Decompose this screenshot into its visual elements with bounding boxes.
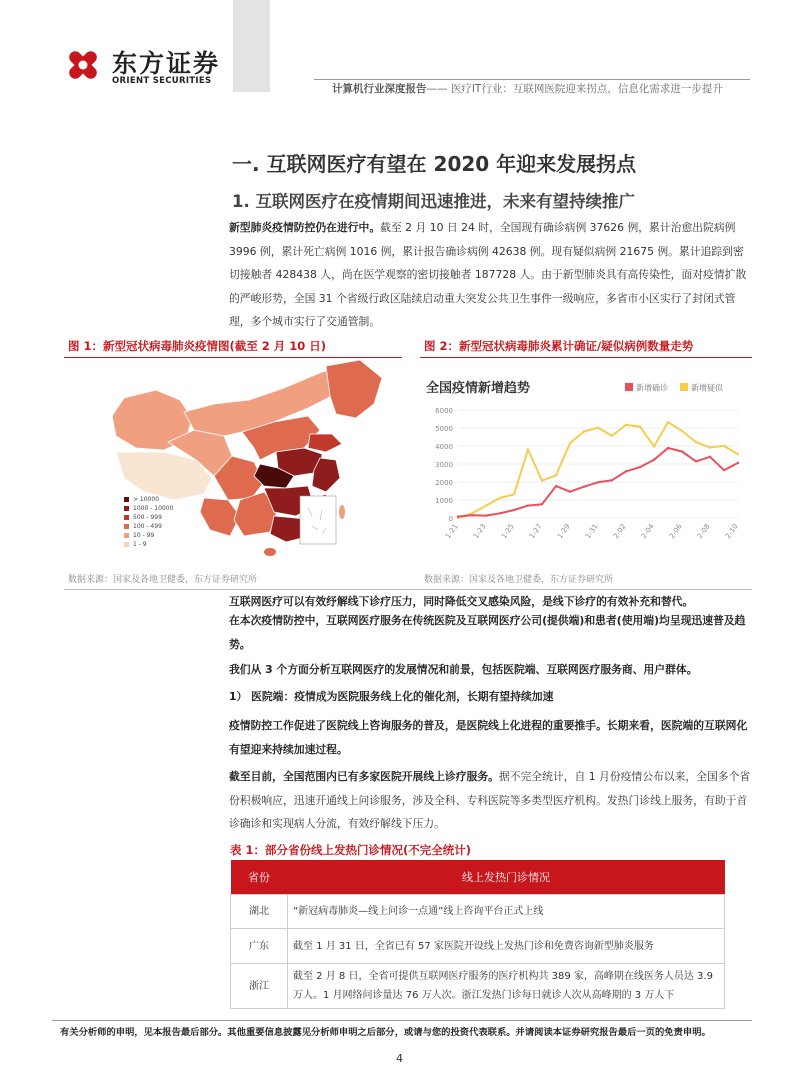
x-tick-label: 1-25 <box>499 522 516 541</box>
legend-swatch <box>124 524 129 529</box>
data-point <box>527 448 529 450</box>
table-cell-province: 湖北 <box>231 895 288 929</box>
data-point <box>457 515 459 517</box>
x-tick-label: 2-10 <box>723 522 740 541</box>
legend-label: 1 - 9 <box>133 541 147 548</box>
paragraph-1: 互联网医疗可以有效纾解线下诊疗压力，同时降低交叉感染风险，是线下诊疗的有效补充和替代。 <box>229 595 694 608</box>
china-epidemic-map <box>64 360 402 565</box>
legend-label: 新增确诊 <box>636 383 668 393</box>
y-tick-label: 5000 <box>435 425 453 433</box>
y-tick-label: 0 <box>448 515 453 523</box>
table-row <box>231 895 725 929</box>
paragraph-6 <box>229 765 751 836</box>
x-tick-label: 2-04 <box>639 522 656 541</box>
header-divider <box>314 79 750 80</box>
y-tick-label: 1000 <box>435 497 453 505</box>
data-point <box>653 445 655 447</box>
trend-chart <box>420 366 750 566</box>
data-point <box>639 466 641 468</box>
data-point <box>723 445 725 447</box>
table-header-detail: 线上发热门诊情况 <box>288 860 725 895</box>
data-point <box>499 512 501 514</box>
brand-name-cn: 东方证券 <box>112 49 221 78</box>
data-point <box>485 505 487 507</box>
data-point <box>695 441 697 443</box>
table-row <box>231 964 725 1009</box>
series-line <box>458 422 738 518</box>
data-point <box>569 442 571 444</box>
data-point <box>485 514 487 516</box>
data-point <box>513 493 515 495</box>
figure2-source: 数据来源：国家及各地卫健委，东方证券研究所 <box>424 575 614 585</box>
data-point <box>471 514 473 516</box>
table-row <box>231 929 725 964</box>
trend-chart-svg <box>420 366 750 566</box>
chart-title: 全国疫情新增趋势 <box>426 381 531 396</box>
legend-swatch <box>124 506 129 511</box>
figure1-source: 数据来源：国家及各地卫健委，东方证券研究所 <box>68 575 258 585</box>
intro-body: 截至 2 月 10 日 24 时，全国现有确诊病例 37626 例，累计治愈出院病例 3996 例，累计死亡病例 1016 例，累计报告确诊病例 42638 例。现有疑似病例 21675 例。累计追踪到密切接触者 428438 人，尚在医学观察的密切接触者 187728 人。由于新型肺炎具有高传染性，面对疫情扩散的严峻形势，全国 31 个省级行政区陆续启动重大突发公共卫生事件一级响应，多省市小区实行了封闭式管理，多个城市实行了交通管制。 <box>229 221 747 328</box>
logo-icon <box>60 42 106 88</box>
legend-swatch <box>124 497 129 502</box>
x-tick-label: 1-23 <box>471 522 488 541</box>
data-point <box>513 509 515 511</box>
china-map-graphic <box>64 360 402 565</box>
legend-label: 100 - 499 <box>133 523 162 530</box>
header-gray-bar <box>233 0 270 92</box>
legend-label: 新增疑似 <box>691 383 723 393</box>
legend-item-5 <box>124 531 173 540</box>
chart-y-axis <box>435 407 453 523</box>
y-tick-label: 2000 <box>435 479 453 487</box>
x-tick-label: 2-08 <box>695 522 712 541</box>
data-point <box>737 462 739 464</box>
legend-label: > 10000 <box>133 496 160 503</box>
table-header-row <box>231 860 725 895</box>
data-point <box>737 453 739 455</box>
table1-caption: 表 1：部分省份线上发热门诊情况(不完全统计) <box>230 843 472 857</box>
figure1-rule <box>64 357 402 358</box>
legend-item-2 <box>124 504 173 513</box>
x-tick-label: 1-29 <box>555 522 572 541</box>
data-point <box>555 485 557 487</box>
y-tick-label: 6000 <box>435 407 453 415</box>
legend-label: 1000 - 10000 <box>133 505 174 512</box>
table-cell-province: 广东 <box>231 929 288 964</box>
table1 <box>230 860 725 1009</box>
table-cell-detail: “新冠病毒肺炎—线上问诊一点通”线上咨询平台正式上线 <box>288 895 725 929</box>
x-tick-label: 2-06 <box>667 522 684 541</box>
chart-grid <box>458 410 738 518</box>
table-cell-detail: 截至 2 月 8 日，全省可提供互联网医疗服务的医疗机构共 389 家，高峰期在线医务人员达 3.9 万人。1 月网络问诊量达 76 万人次。浙江发热门诊每日就诊人次从高峰期的 3 万人下 <box>288 964 725 1009</box>
y-tick-label: 4000 <box>435 443 453 451</box>
data-point <box>723 469 725 471</box>
data-point <box>555 474 557 476</box>
x-tick-label: 1-21 <box>443 522 460 541</box>
data-point <box>527 504 529 506</box>
data-point <box>611 479 613 481</box>
data-point <box>583 486 585 488</box>
legend-swatch <box>124 542 129 547</box>
data-point <box>709 456 711 458</box>
report-type: 计算机行业深度报告 <box>332 83 427 95</box>
data-point <box>667 447 669 449</box>
figure1-caption: 图 1：新型冠状病毒肺炎疫情图(截至 2 月 10 日) <box>68 339 327 353</box>
intro-paragraph <box>229 216 751 334</box>
data-point <box>681 430 683 432</box>
data-point <box>597 426 599 428</box>
paragraph-6-body: 据不完全统计，自 1 月份疫情公布以来，全国多个省份积极响应，迅速开通线上问诊服务，涉及全科、专科医院等多类型医疗机构。发热门诊线上服务，有助于首诊确诊和实现病人分流，有效纾解线下压力。 <box>229 770 751 830</box>
x-tick-label: 1-31 <box>583 522 600 541</box>
intro-lead: 新型肺炎疫情防控仍在进行中。 <box>229 221 381 234</box>
footer-disclaimer: 有关分析师的申明，见本报告最后部分。其他重要信息披露见分析师申明之后部分，或请与您的投资代表联系。并请阅读本证券研究报告最后一页的免责申明。 <box>60 1027 711 1038</box>
figure2-caption: 图 2：新型冠状病毒肺炎累计确证/疑似病例数量走势 <box>424 339 694 353</box>
legend-swatch <box>625 383 633 391</box>
figure2-rule <box>420 357 752 358</box>
data-point <box>583 430 585 432</box>
orient-securities-logo <box>60 42 106 92</box>
data-point <box>597 481 599 483</box>
legend-swatch <box>680 383 688 391</box>
paragraph-2: 在本次疫情防控中，互联网医疗服务在传统医院及互联网医疗公司(提供端)和患者(使用端)均呈现迅速普及趋势。 <box>229 614 746 651</box>
data-point <box>625 424 627 426</box>
map-legend <box>124 495 173 549</box>
footer-divider <box>52 1020 752 1021</box>
data-point <box>667 421 669 423</box>
page-number: 4 <box>396 1052 403 1065</box>
paragraph-3: 我们从 3 个方面分析互联网医疗的发展情况和前景，包括医院端、互联网医疗服务商、用户群体。 <box>229 663 698 676</box>
legend-label: 10 - 99 <box>133 532 155 539</box>
x-tick-label: 2-02 <box>611 522 628 541</box>
legend-item-4 <box>124 522 173 531</box>
data-point <box>639 426 641 428</box>
legend-item-1 <box>124 495 173 504</box>
subsection-heading: 1. 互联网医疗在疫情期间迅速推进，未来有望持续推广 <box>232 192 635 211</box>
report-header <box>332 81 723 96</box>
data-point <box>499 497 501 499</box>
data-point <box>541 503 543 505</box>
report-subtitle: —— 医疗IT行业：互联网医院迎来拐点，信息化需求进一步提升 <box>426 83 723 95</box>
section-heading: 一. 互联网医疗有望在 2020 年迎来发展拐点 <box>232 152 637 176</box>
data-point <box>541 479 543 481</box>
table-cell-province: 浙江 <box>231 964 288 1009</box>
paragraph-4: 1） 医院端：疫情成为医院服务线上化的催化剂，长期有望持续加速 <box>229 690 554 703</box>
data-point <box>695 460 697 462</box>
y-tick-label: 3000 <box>435 461 453 469</box>
chart-series <box>457 421 739 519</box>
legend-item-3 <box>124 513 173 522</box>
legend-swatch <box>124 533 129 538</box>
x-tick-label: 1-27 <box>527 522 544 541</box>
table-cell-detail: 截至 1 月 31 日，全省已有 57 家医院开设线上发热门诊和免费咨询新型肺炎服务 <box>288 929 725 964</box>
data-point <box>681 450 683 452</box>
data-point <box>569 491 571 493</box>
data-point <box>653 459 655 461</box>
table-header-province: 省份 <box>231 860 288 895</box>
chart-x-axis <box>444 522 740 540</box>
data-point <box>709 446 711 448</box>
paragraph-6-lead: 截至目前，全国范围内已有多家医院开展线上诊疗服务。 <box>229 770 499 783</box>
data-point <box>611 435 613 437</box>
paragraph-5: 疫情防控工作促进了医院线上咨询服务的普及，是医院线上化进程的重要推手。长期来看，医院端的互联网化有望迎来持续加速过程。 <box>229 719 748 756</box>
legend-label: 500 - 999 <box>133 514 162 521</box>
legend-item-6 <box>124 540 173 549</box>
data-point <box>625 470 627 472</box>
legend-swatch <box>124 515 129 520</box>
chart-legend <box>625 383 724 393</box>
brand-name-en: ORIENT SECURITIES <box>112 76 212 86</box>
